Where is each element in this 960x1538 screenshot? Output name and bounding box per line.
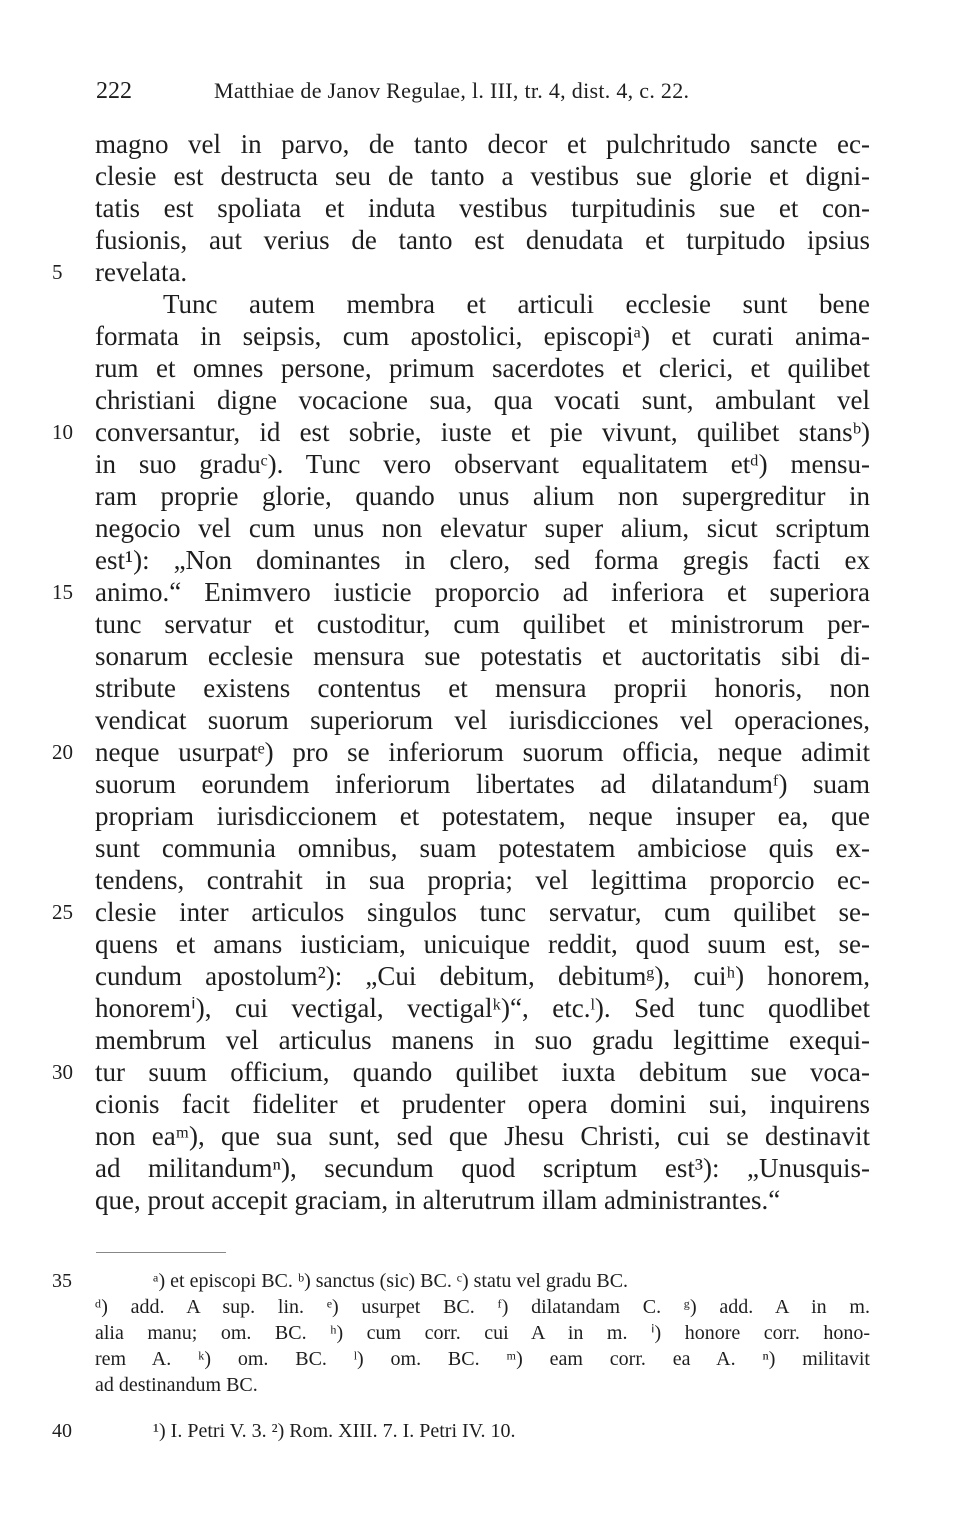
apparatus-line: alia manu; om. BC. ʰ) cum corr. cui A in m. ⁱ) honore corr. hono- [95,1322,870,1344]
text-line: negocio vel cum unus non elevatur super alium, sicut scriptum [95,513,870,543]
text-line: tatis est spoliata et induta vestibus turpitudinis sue et con- [95,193,870,223]
text-line: ram proprie glorie, quando unus alium non supergreditur in [95,481,870,511]
text-line: neque usurpatᵉ) pro se inferiorum suorum officia, neque adimit [95,737,870,767]
text-line: honoremⁱ), cui vectigal, vectigalᵏ)“, etc.ˡ). Sed tunc quodlibet [95,993,870,1023]
text-line: est¹): „Non dominantes in clero, sed forma gregis facti ex [95,545,870,575]
text-line: christiani digne vocacione sua, qua vocati sunt, ambulant vel [95,385,870,415]
apparatus-line: ᵈ) add. A sup. lin. ᵉ) usurpet BC. ᶠ) dilatandam C. ᵍ) add. A in m. [95,1296,870,1318]
text-line: vendicat suorum superiorum vel iurisdicciones vel operaciones, [95,705,870,735]
text-line: clesie inter articulos singulos tunc servatur, cum quilibet se- [95,897,870,927]
text-line: ad militandumⁿ), secundum quod scriptum est³): „Unusquis- [95,1153,870,1183]
text-line: cionis facit fideliter et prudenter opera domini sui, inquirens [95,1089,870,1119]
line-number: 40 [52,1420,72,1442]
page-header [0,70,960,110]
text-line: animo.“ Enimvero iusticie proporcio ad inferiora et superiora [95,577,870,607]
text-line: membrum vel articulus manens in suo gradu legittime exequi- [95,1025,870,1055]
text-line: suorum eorundem inferiorum libertates ad dilatandumᶠ) suam [95,769,870,799]
line-number: 10 [52,420,73,444]
text-line: clesie est destructa seu de tanto a vestibus sue glorie et digni- [95,161,870,191]
text-line: propriam iurisdiccionem et potestatem, neque insuper ea, que [95,801,870,831]
line-number: 20 [52,740,73,764]
text-line: formata in seipsis, cum apostolici, episcopiᵃ) et curati anima- [95,321,870,351]
line-number: 15 [52,580,73,604]
text-line: tendens, contrahit in sua propria; vel legittima proporcio ec- [95,865,870,895]
line-number: 35 [52,1270,72,1292]
text-line: conversantur, id est sobrie, iuste et pie vivunt, quilibet stansᵇ) [95,417,870,447]
text-line: Tunc autem membra et articuli ecclesie sunt bene [163,289,870,319]
source-citations: ¹) I. Petri V. 3. ²) Rom. XIII. 7. I. Petri IV. 10. [153,1420,516,1442]
text-line: magno vel in parvo, de tanto decor et pulchritudo sancte ec- [95,129,870,159]
apparatus-line: rem A. ᵏ) om. BC. ˡ) om. BC. ᵐ) eam corr. ea A. ⁿ) militavit [95,1348,870,1370]
line-number: 30 [52,1060,73,1084]
text-line: tunc servatur et custoditur, cum quilibet et ministrorum per- [95,609,870,639]
line-number: 5 [52,260,63,284]
text-line: sunt communia omnibus, suam potestatem ambiciose quis ex- [95,833,870,863]
line-number: 25 [52,900,73,924]
text-line: rum et omnes persone, primum sacerdotes et clerici, et quilibet [95,353,870,383]
footnote-rule [96,1252,226,1253]
text-line: tur suum officium, quando quilibet iuxta debitum sue voca- [95,1057,870,1087]
apparatus-line: ᵃ) et episcopi BC. ᵇ) sanctus (sic) BC. ᶜ) statu vel gradu BC. [153,1270,629,1292]
text-line: fusionis, aut verius de tanto est denudata et turpitudo ipsius [95,225,870,255]
text-line: in suo graduᶜ). Tunc vero observant equalitatem etᵈ) mensu- [95,449,870,479]
apparatus-line: ad destinandum BC. [95,1374,258,1396]
text-line: revelata. [95,257,188,287]
running-title: Matthiae de Janov Regulae, l. III, tr. 4, dist. 4, c. 22. [214,78,690,103]
text-line: stribute existens contentus et mensura proprii honoris, non [95,673,870,703]
text-line: que, prout accepit graciam, in alterutrum illam administrantes.“ [95,1185,781,1215]
text-line: quens et amans iusticiam, unicuique reddit, quod suum est, se- [95,929,870,959]
text-line: sonarum ecclesie mensura sue potestatis et auctoritatis sibi di- [95,641,870,671]
text-line: cundum apostolum²): „Cui debitum, debitumᵍ), cuiʰ) honorem, [95,961,870,991]
text-line: non eaᵐ), que sua sunt, sed que Jhesu Christi, cui se destinavit [95,1121,870,1151]
page-number: 222 [96,78,132,104]
